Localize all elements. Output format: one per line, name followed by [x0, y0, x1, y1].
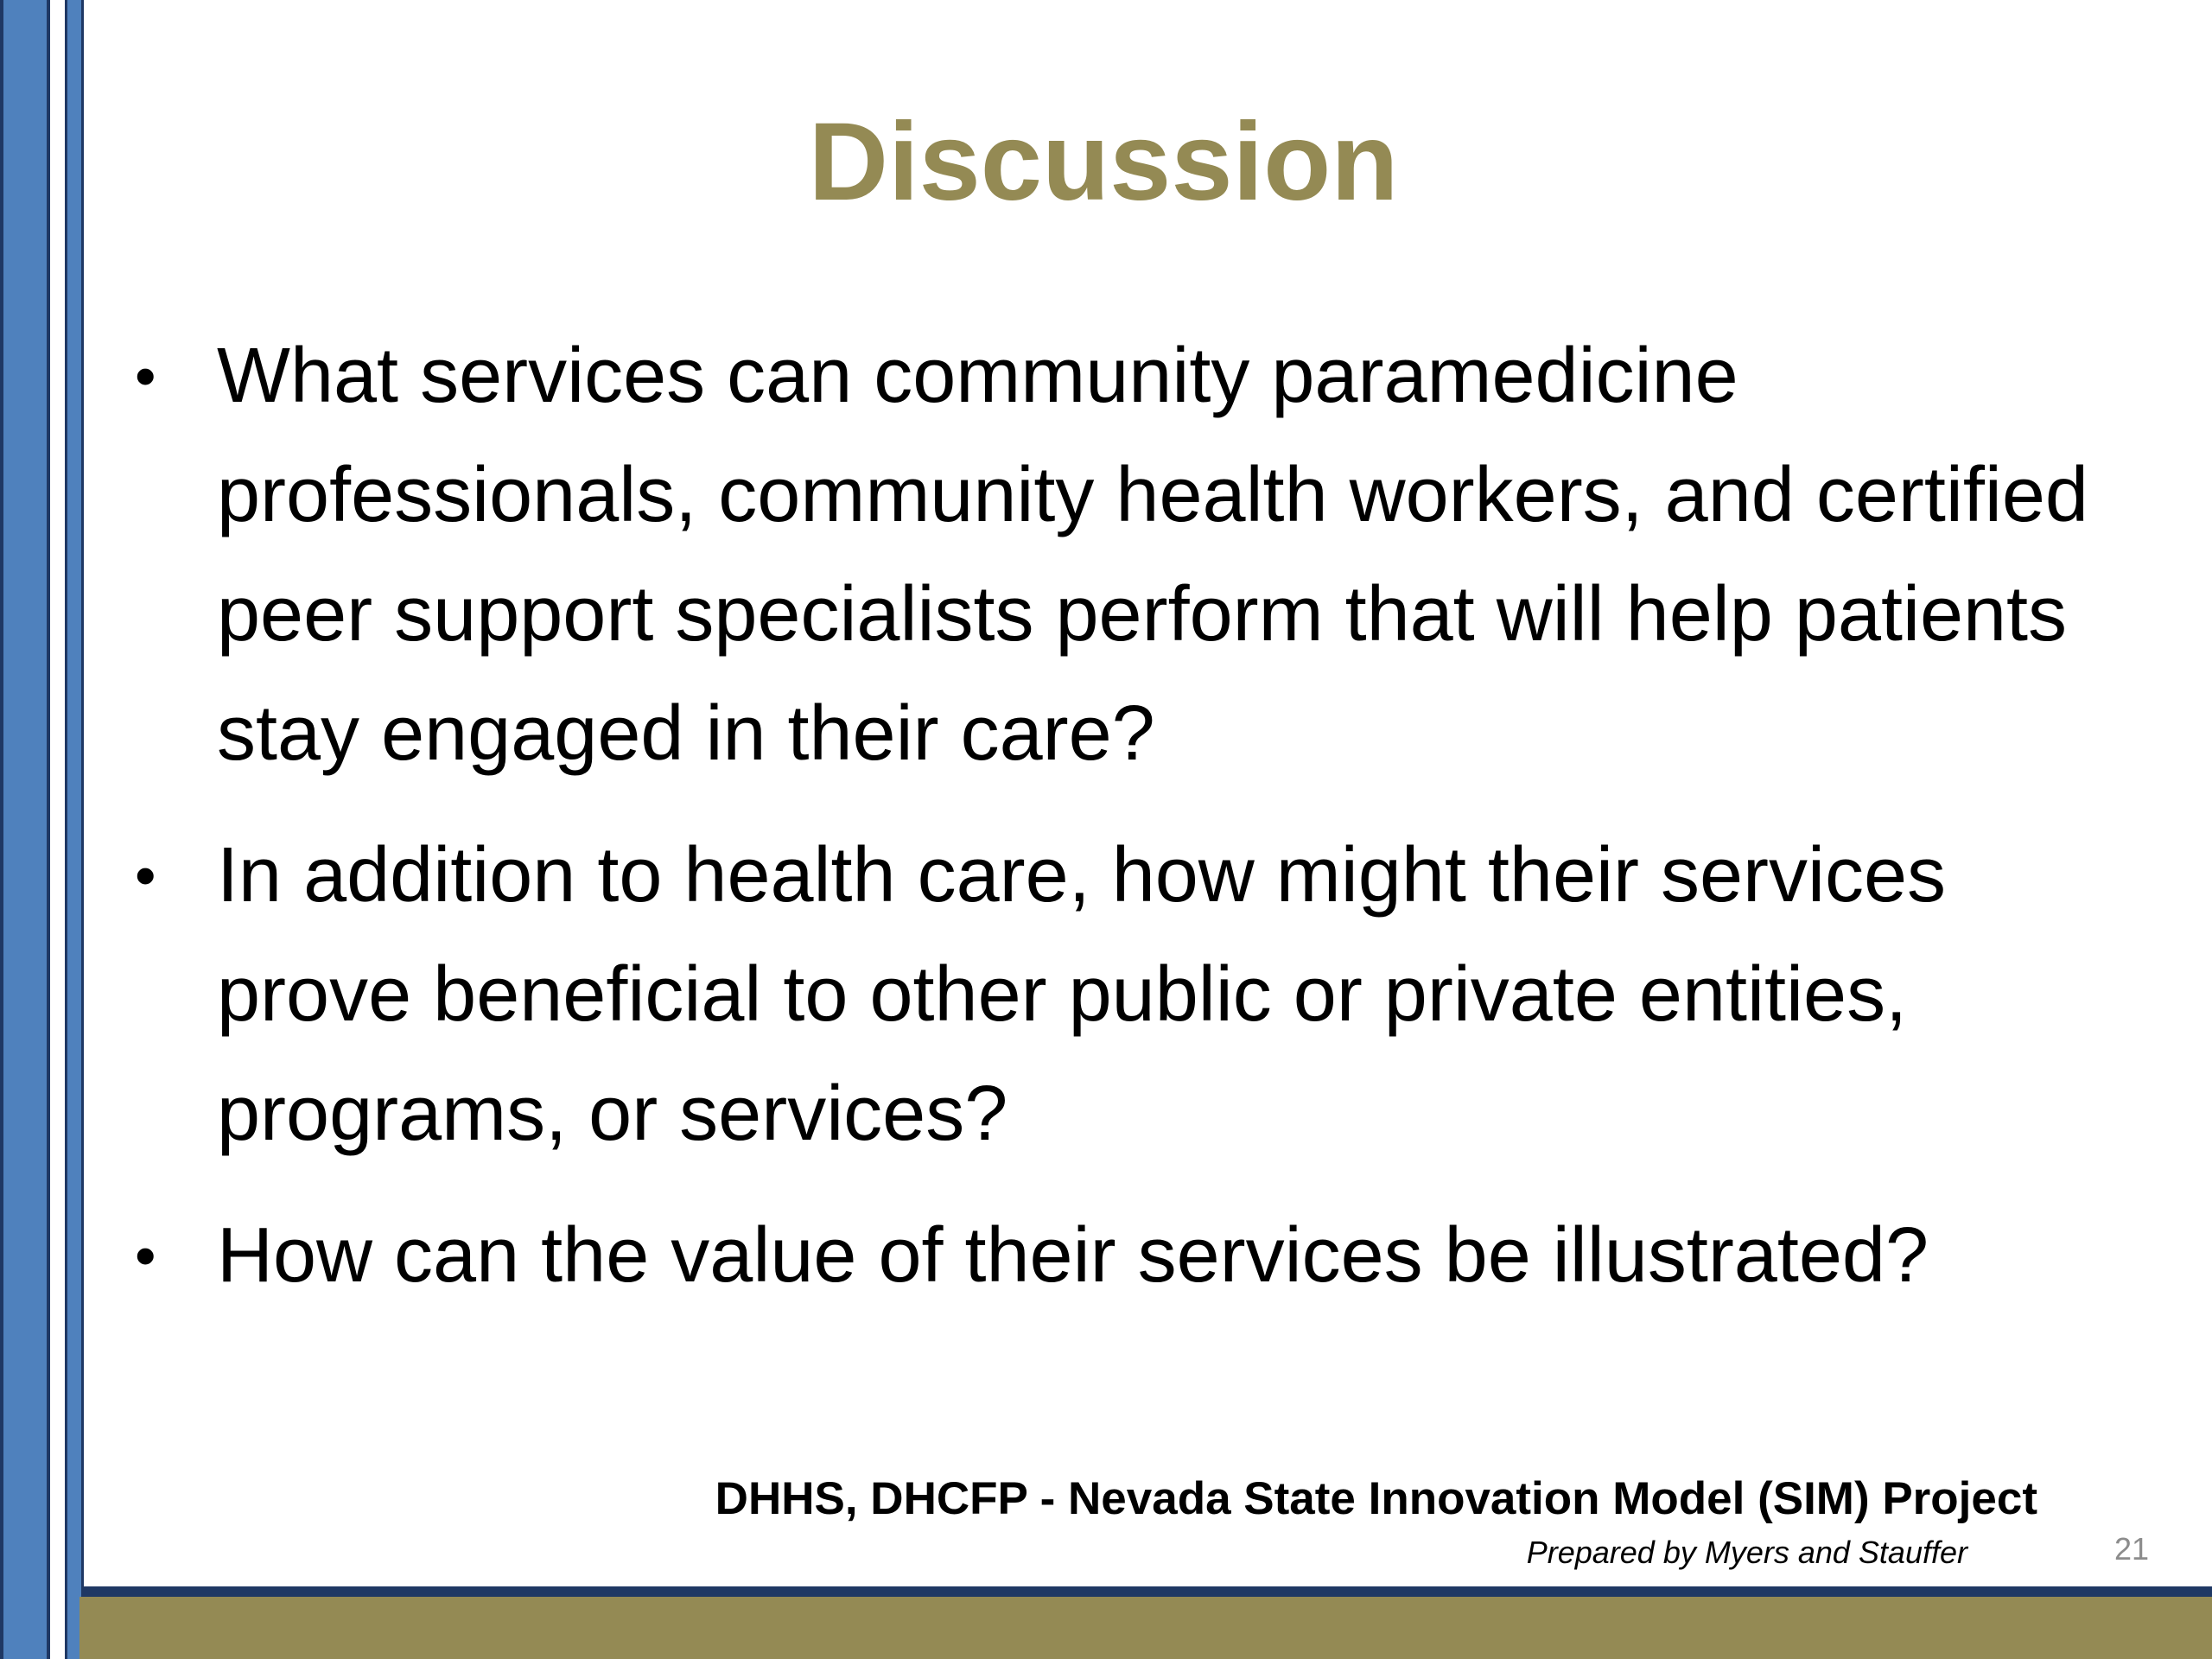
bullet-text: How can the value of their services be illustrated? — [217, 1212, 1929, 1299]
bullet-list — [130, 316, 2117, 1338]
bottom-navy-bar — [84, 1586, 2212, 1597]
page-number: 21 — [2113, 1531, 2149, 1567]
bullet-item — [130, 316, 2117, 793]
bullet-item — [130, 816, 2117, 1173]
bullet-marker: • — [135, 842, 156, 909]
bullet-text: What services can community paramedicine professionals, community health workers, and certified peer support specialists perform that will help patients stay engaged in their care? — [217, 333, 2088, 777]
bullet-marker: • — [135, 1222, 156, 1289]
bottom-gold-bar — [79, 1597, 2212, 1659]
bullet-marker: • — [135, 342, 156, 410]
footer-project-title: DHHS, DHCFP - Nevada State Innovation Model (SIM) Project — [715, 1473, 2037, 1524]
left-border-bar — [0, 0, 50, 1659]
left-inner-border-bar — [65, 0, 84, 1659]
slide-title: Discussion — [808, 100, 1399, 224]
left-border-gap — [50, 0, 65, 1659]
bullet-item — [130, 1196, 2117, 1315]
footer-prepared-by: Prepared by Myers and Stauffer — [1526, 1535, 1967, 1570]
bullet-text: In addition to health care, how might their services prove beneficial to other public or private entities, programs, or services? — [217, 832, 1947, 1157]
